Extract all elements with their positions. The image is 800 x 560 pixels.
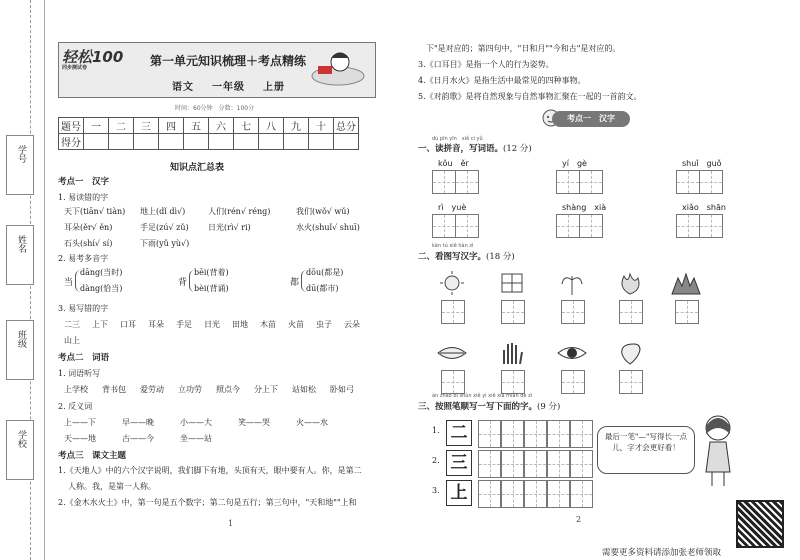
pinyin-prompt: xiǎo shān [682,203,726,212]
reading-item: 下雨(yǔ yù√) [140,239,190,248]
antonym-pair: 古——今 [122,434,154,443]
practice-box[interactable] [547,420,570,448]
antonym-pair: 小——大 [180,418,212,427]
reading-item: 我们(wǒ√ wǔ) [296,207,350,216]
practice-box[interactable] [478,450,501,478]
practice-box[interactable] [478,480,501,508]
tianzige-box[interactable] [441,370,465,394]
practice-box[interactable] [501,480,524,508]
poly-char: 当 [64,278,74,288]
time-and-score-info: 时间：60分钟 分数：100分 [175,105,255,112]
antonym-pair: 坐——站 [180,434,212,443]
easy-miswrite-word: 云朵 [344,320,360,329]
dictation-word: 背书包 [102,385,126,394]
student-id-label: 学号 [16,145,26,163]
score-header-cell: 六 [209,118,234,134]
score-input-cell[interactable] [234,134,259,150]
eye-icon [554,340,590,366]
easy-miswrite-word: 山上 [64,336,80,345]
item-number: 1. [432,426,440,435]
tianzige-box[interactable] [432,170,456,194]
poly-reading: dōu(都是) [306,268,344,277]
score-header-cell: 十 [309,118,334,134]
tianzige-box[interactable] [561,370,585,394]
easy-miswrite-word: 口耳 [120,320,136,329]
worksheet-title: 第一单元知识梳理＋考点精练 [150,54,307,68]
antonym-pair: 天——地 [64,434,96,443]
mountain-icon [668,270,704,296]
tianzige-box[interactable] [455,214,479,238]
brand-logo: 轻松100 同步测试卷 [62,48,124,71]
reading-item: 日光(rì√ ri) [208,223,251,232]
score-input-cell[interactable] [109,134,134,150]
easy-miswrite-word: 二三 [64,320,80,329]
tianzige-box[interactable] [676,170,700,194]
tianzige-box[interactable] [501,370,525,394]
reading-item: 地上(dǐ dì√) [140,207,186,216]
footer-note: 需要更多资料请添加张老师领取 [602,548,722,558]
antonym-pair: 早——晚 [122,418,154,427]
easy-miswrite-word: 上下 [92,320,108,329]
score-header-cell: 五 [184,118,209,134]
tianzige-box[interactable] [501,300,525,324]
sun-icon [434,270,470,296]
antonym-pair: 上——下 [64,418,96,427]
tip-bubble: 最后一笔"—"写得长一点儿，字才会更好看！ [597,426,695,474]
dictation-word: 上学校 [64,385,88,394]
tianzige-box[interactable] [579,214,603,238]
page-number-2: 2 [576,515,582,524]
score-header-cell: 二 [109,118,134,134]
score-input-cell[interactable] [284,134,309,150]
tianzige-box[interactable] [561,300,585,324]
poly-reading: dāng(当时) [80,268,123,277]
fire-icon [612,270,648,296]
name-box[interactable] [6,225,34,285]
mouth-icon [434,340,470,366]
antonym-pair: 火——水 [296,418,328,427]
score-header-cell: 七 [234,118,259,134]
kp3-item1-cont: 人称。我，是第一人称。 [68,482,156,491]
tianzige-box[interactable] [441,300,465,324]
dictation-word: 爱劳动 [140,385,164,394]
kp1-title: 考点一 汉字 [58,177,110,187]
score-input-cell[interactable] [184,134,209,150]
p2-cont-line: 下"是对应的；第四句中，"日和月""今和古"是对应的。 [426,44,621,53]
hand-icon [494,340,530,366]
q1-pinyin: dú pīn yīn xiě cí yǔ [432,136,483,142]
section-badge: 考点一 汉字 [552,111,630,127]
item-number: 3. [432,486,440,495]
easy-miswrite-word: 手足 [176,320,192,329]
model-char: 二 [446,420,472,446]
poly-reading: bèi(背诵) [194,284,229,293]
q2-pinyin: kàn tú xiě hàn zì [432,243,474,249]
score-input-cell[interactable] [309,134,334,150]
reading-item: 石头(shí√ sí) [64,239,113,248]
item-number: 2. [432,456,440,465]
easy-miswrite-word: 日光 [204,320,220,329]
p2-item5: 5.《对韵歌》是将自然现象与自然事物汇聚在一起的一首韵文。 [418,92,642,101]
qr-code[interactable] [736,500,784,548]
score-input-cell[interactable] [84,134,109,150]
score-input-cell[interactable] [134,134,159,150]
q2-title: 二、看图写汉字。(18 分) [418,252,515,262]
antonym-pair: 笑——哭 [238,418,270,427]
student-cartoon-icon [310,46,366,88]
q3-title: 三、按照笔顺写一写下面的字。(9 分) [418,402,561,412]
easy-miswrite-word: 田地 [232,320,248,329]
score-input-cell[interactable] [334,134,359,150]
pinyin-prompt: kǒu ěr [438,159,469,168]
score-input-cell[interactable] [259,134,284,150]
score-header-cell: 一 [84,118,109,134]
practice-box[interactable] [501,450,524,478]
tianzige-box[interactable] [619,370,643,394]
kp1-q2: 2. 易考多音字 [58,254,109,263]
school-label: 学校 [16,430,26,448]
model-char: 上 [446,480,472,506]
q1-title: 一、读拼音，写词语。(12 分) [418,144,532,154]
practice-box[interactable] [524,420,547,448]
poly-reading: dàng(恰当) [80,284,123,293]
score-header-cell: 总分 [334,118,359,134]
reading-item: 手足(zú√ zǔ) [140,223,189,232]
pinyin-prompt: shàng xià [562,203,607,212]
practice-box[interactable] [570,480,593,508]
score-table [58,117,359,150]
easy-miswrite-word: 木苗 [260,320,276,329]
p2-item3: 3.《口耳目》是指一个人的行为姿势。 [418,60,554,69]
pinyin-prompt: shuǐ guǒ [682,159,722,168]
reading-item: 天下(tiān√ tiàn) [64,207,126,216]
field-icon [494,270,530,296]
dictation-word: 立功劳 [178,385,202,394]
p2-item4: 4.《日月水火》是指生活中最常见的四种事物。 [418,76,586,85]
practice-box[interactable] [524,480,547,508]
tianzige-box[interactable] [676,214,700,238]
tianzige-box[interactable] [619,300,643,324]
kp2-q1: 1. 词语听写 [58,369,101,378]
practice-box[interactable] [570,420,593,448]
score-header-cell: 八 [259,118,284,134]
practice-box[interactable] [478,420,501,448]
poly-char: 背 [178,278,188,288]
reading-item: 人们(rén√ réng) [208,207,271,216]
score-header-cell: 四 [159,118,184,134]
practice-box[interactable] [524,450,547,478]
practice-box[interactable] [547,480,570,508]
kp3-item2: 2.《金木水火土》中，第一句是五个数字；第二句是五行；第三句中，"天和地""上和 [58,498,357,507]
poly-char: 都 [290,278,300,288]
tianzige-box[interactable] [556,214,580,238]
school-box[interactable] [6,420,34,480]
dictation-word: 卧如弓 [330,385,354,394]
score-header-cell: 三 [134,118,159,134]
worksheet-subtitle: 语文 一年级 上册 [172,82,285,93]
pinyin-prompt: yí gè [562,159,587,168]
poly-reading: dū(都市) [306,284,339,293]
tianzige-box[interactable] [699,214,723,238]
score-row-label: 得分 [59,134,84,150]
kp1-q1: 1. 易读错的字 [58,193,109,202]
kp3-item1: 1.《天地人》中的六个汉字说明，我们脚下有地，头顶有天，眼中要有人。你，是第二 [58,466,362,475]
reading-item: 水火(shuǐ√ shuī) [296,223,360,232]
score-header-cell: 九 [284,118,309,134]
tianzige-box[interactable] [699,170,723,194]
pinyin-prompt: rì yuè [438,203,467,212]
dictation-word: 分上下 [254,385,278,394]
easy-miswrite-word: 火苗 [288,320,304,329]
easy-miswrite-word: 耳朵 [148,320,164,329]
binding-margin [0,0,45,560]
tianzige-box[interactable] [455,170,479,194]
poly-reading: bēi(背着) [194,268,229,277]
score-header-cell: 题号 [59,118,84,134]
class-box[interactable] [6,320,34,380]
kp2-title: 考点二 词语 [58,353,110,363]
practice-box[interactable] [547,450,570,478]
student-id-box[interactable] [6,135,34,195]
score-input-cell[interactable] [209,134,234,150]
practice-box[interactable] [570,450,593,478]
summary-heading: 知识点汇总表 [170,163,225,173]
grain-icon [554,270,590,296]
reading-item: 耳朵(ěr√ ěn) [64,223,113,232]
girl-cartoon-icon [700,412,736,488]
dictation-word: 照点今 [216,385,240,394]
score-input-cell[interactable] [159,134,184,150]
kp1-q3: 3. 易写错的字 [58,304,109,313]
model-char: 三 [446,450,472,476]
easy-miswrite-word: 虫子 [316,320,332,329]
page-number-1: 1 [228,519,234,528]
name-label: 姓名 [16,235,26,253]
dictation-word: 站如松 [292,385,316,394]
practice-box[interactable] [501,420,524,448]
tianzige-box[interactable] [556,170,580,194]
tianzige-box[interactable] [579,170,603,194]
tianzige-box[interactable] [432,214,456,238]
class-label: 班级 [16,330,26,348]
kp3-title: 考点三 课文主题 [58,451,127,461]
q3-pinyin: àn zhào bǐ shùn xiě yi xiě xià miàn de zì [432,393,533,399]
tianzige-box[interactable] [675,300,699,324]
kp2-q2: 2. 反义词 [58,402,93,411]
ear-icon [612,340,648,366]
